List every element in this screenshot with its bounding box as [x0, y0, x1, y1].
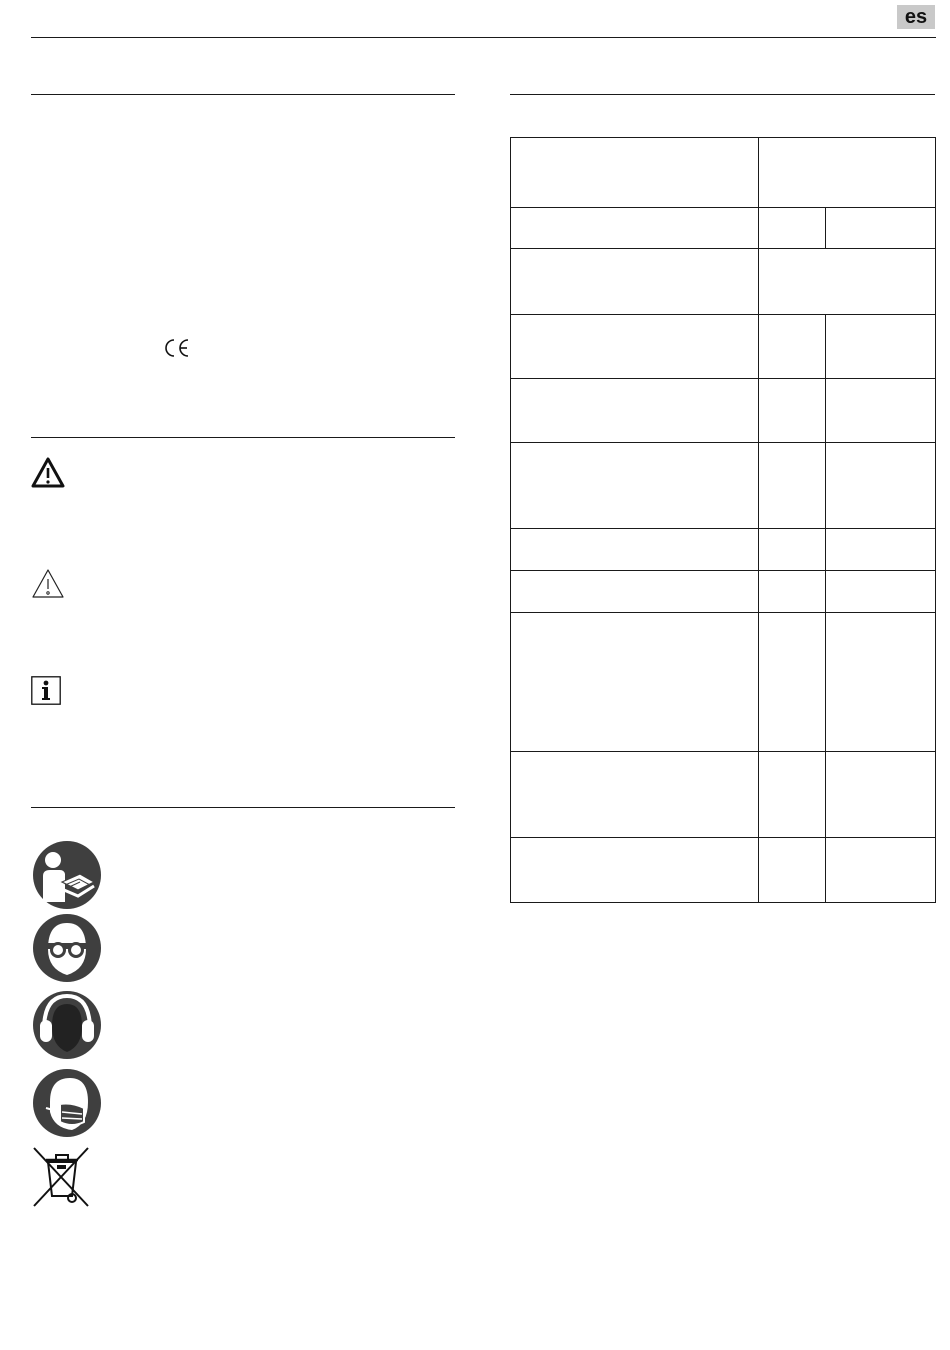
table-cell — [511, 208, 759, 249]
table-cell — [759, 208, 826, 249]
table-cell — [759, 752, 826, 838]
wear-dust-mask-icon — [32, 1068, 102, 1138]
table-row — [511, 443, 936, 529]
table-cell — [759, 571, 826, 613]
table-row — [511, 138, 936, 208]
table-cell — [759, 315, 826, 379]
language-badge: es — [897, 5, 935, 29]
table-row — [511, 208, 936, 249]
warning-triangle-icon — [30, 456, 66, 490]
table-cell — [826, 315, 936, 379]
table-cell — [826, 613, 936, 752]
table-cell — [511, 443, 759, 529]
table-cell — [759, 443, 826, 529]
table-cell — [511, 838, 759, 903]
table-row — [511, 752, 936, 838]
weee-crossed-bin-icon — [32, 1146, 92, 1208]
table-cell — [759, 613, 826, 752]
header-rule — [31, 37, 936, 38]
read-manual-icon — [32, 840, 102, 910]
table-cell — [759, 249, 936, 315]
table-row — [511, 613, 936, 752]
table-cell — [826, 752, 936, 838]
table-cell — [511, 315, 759, 379]
table-cell — [759, 138, 936, 208]
caution-triangle-icon — [30, 567, 66, 601]
section-rule-intended-use — [31, 94, 455, 95]
table-row — [511, 249, 936, 315]
table-cell — [759, 379, 826, 443]
table-row — [511, 571, 936, 613]
info-icon — [31, 676, 61, 705]
table-cell — [826, 571, 936, 613]
table-cell — [759, 529, 826, 571]
table-cell — [826, 443, 936, 529]
wear-safety-glasses-icon — [32, 913, 102, 983]
section-rule-safety-symbols — [31, 437, 455, 438]
section-rule-technical-data — [510, 94, 935, 95]
table-cell — [511, 379, 759, 443]
table-cell — [511, 571, 759, 613]
table-cell — [826, 379, 936, 443]
table-cell — [511, 752, 759, 838]
table-cell — [759, 838, 826, 903]
table-cell — [826, 838, 936, 903]
table-cell — [511, 249, 759, 315]
ce-conformity-mark — [163, 337, 191, 359]
table-cell — [511, 613, 759, 752]
table-row — [511, 379, 936, 443]
wear-ear-protection-icon — [32, 990, 102, 1060]
table-row — [511, 838, 936, 903]
table-cell — [826, 529, 936, 571]
table-row — [511, 315, 936, 379]
table-cell — [511, 138, 759, 208]
table-cell — [511, 529, 759, 571]
table-cell — [826, 208, 936, 249]
section-rule-pictograms — [31, 807, 455, 808]
technical-data-table — [510, 137, 936, 903]
table-row — [511, 529, 936, 571]
